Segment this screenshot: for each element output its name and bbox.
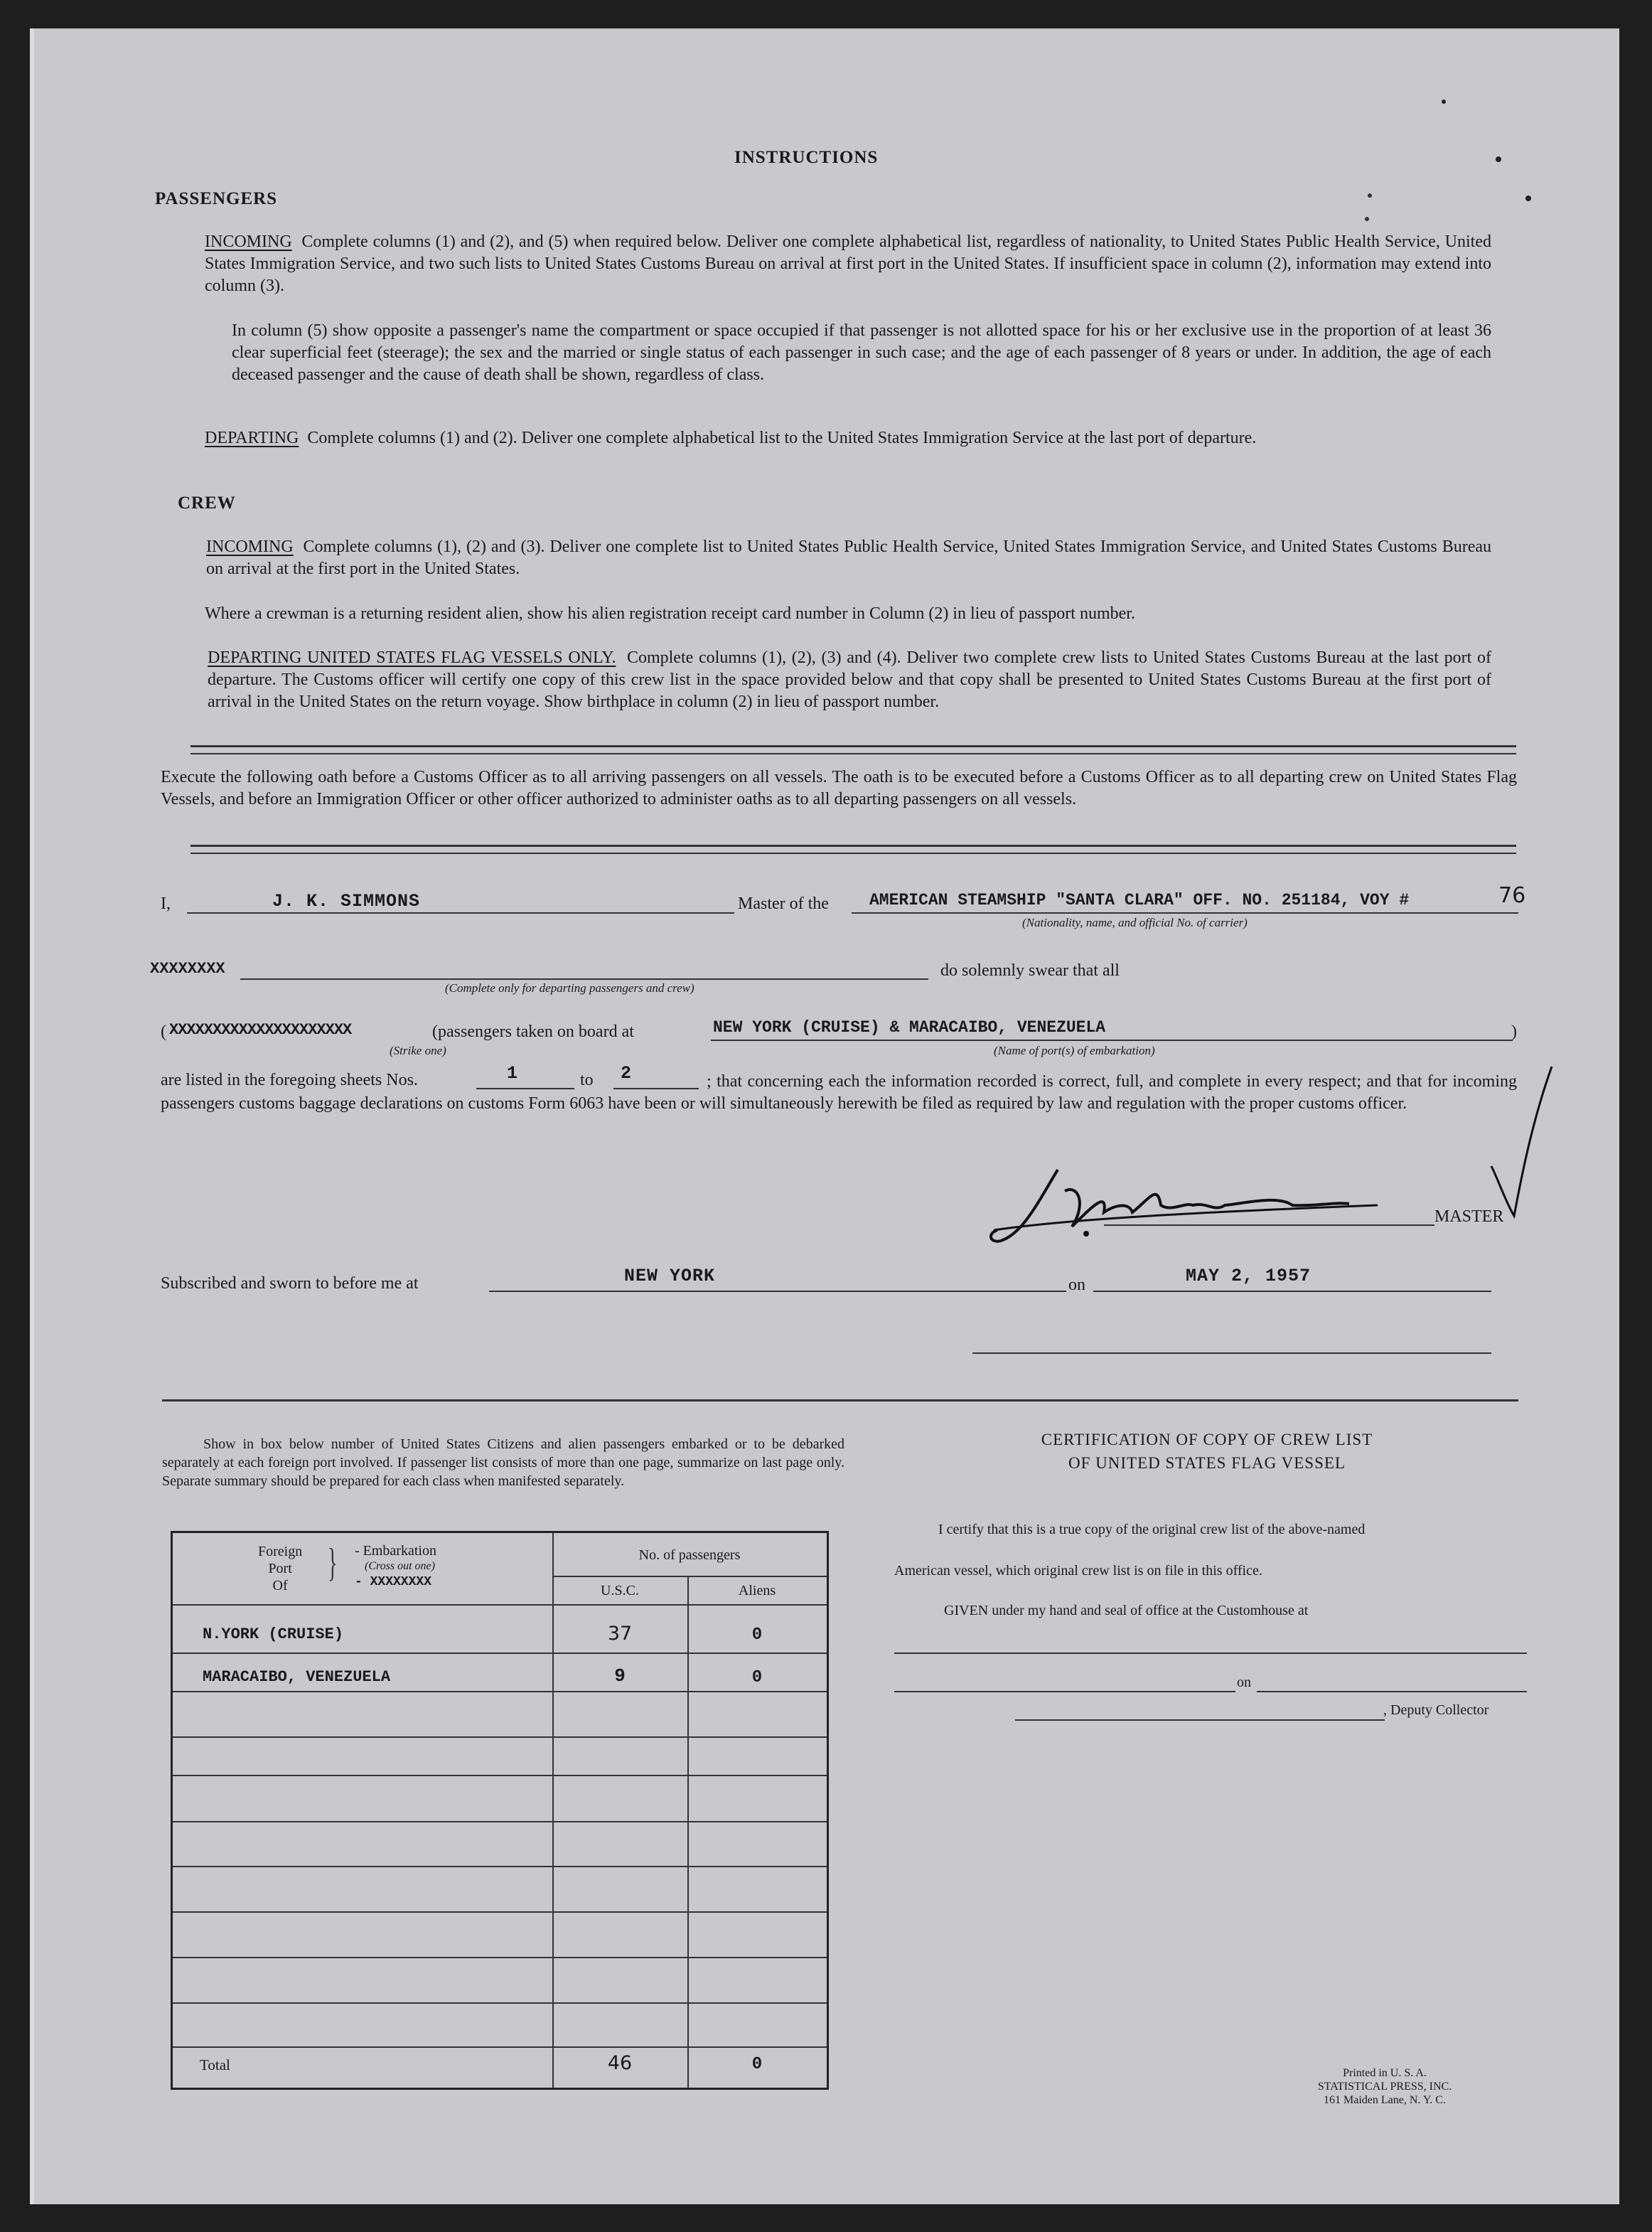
certification-title-line2: OF UNITED STATES FLAG VESSEL <box>1068 1454 1346 1472</box>
crew-heading: CREW <box>178 493 236 513</box>
printer-info <box>1299 2066 1470 2107</box>
no-of-passengers-label: No. of passengers <box>638 1547 741 1563</box>
section-divider <box>191 845 1516 854</box>
deputy-label: , Deputy Collector <box>1383 1702 1489 1718</box>
master-name-line <box>187 912 734 914</box>
stray-mark <box>1365 217 1369 221</box>
certify-text: I certify that this is a true copy of the original crew list of the above-named <box>938 1522 1366 1537</box>
table-row-port: N.YORK (CRUISE) <box>203 1625 344 1643</box>
of-label: Of <box>272 1578 288 1593</box>
crew-incoming-paragraph <box>206 536 1491 580</box>
certify-date-line <box>1257 1691 1527 1692</box>
row-line <box>173 1957 827 1958</box>
stray-mark <box>1496 156 1501 162</box>
table-row-aliens: 0 <box>751 1625 763 1645</box>
taken-text: (passengers taken on board at <box>432 1022 634 1041</box>
passengers-heading: PASSENGERS <box>155 189 278 208</box>
foreign-label: Foreign <box>258 1544 303 1559</box>
section-divider <box>191 745 1516 754</box>
embark-line <box>711 1040 1513 1041</box>
customhouse-line <box>894 1652 1527 1654</box>
debarkation-struck: - XXXXXXXX <box>355 1575 432 1589</box>
summary-box <box>171 1531 829 2090</box>
foreign-port-of-label <box>258 1543 302 1594</box>
table-row-aliens: 0 <box>751 1668 763 1687</box>
row-line <box>173 2046 827 2048</box>
i-label: I, <box>161 895 171 913</box>
departing-passengers-paragraph <box>205 427 1491 449</box>
column5-paragraph: In column (5) show opposite a passenger's name the compartment or space occupied if that passenger is not allotted space for his or her exclusive use in the proportion of at least 36 clear superficial feet (steerage); the sex and the married or single status of each passenger in such case; and the age of each passenger of 8 years or under. In addition, the age of each deceased passenger and the cause of death shall be shown, regardless of class. <box>232 321 1491 384</box>
row-line <box>173 1911 827 1913</box>
vessel-name: AMERICAN STEAMSHIP "SANTA CLARA" OFF. NO. 251184, VOY # <box>869 891 1410 909</box>
row-line <box>173 1691 827 1692</box>
total-aliens: 0 <box>751 2055 763 2074</box>
incoming-label: INCOMING <box>205 233 292 251</box>
row-line <box>173 1821 827 1822</box>
crewman-paragraph: Where a crewman is a returning resident alien, show his alien registration receipt card number in Column (2) in lieu of passport number. <box>205 604 1135 623</box>
embarkation-label: - Embarkation <box>355 1543 436 1559</box>
total-label: Total <box>200 2056 230 2073</box>
sworn-date: MAY 2, 1957 <box>1186 1266 1312 1286</box>
row-line <box>173 1736 827 1738</box>
embark-debark-labels <box>355 1543 436 1590</box>
incoming-text: Complete columns (1) and (2), and (5) when required below. Deliver one complete alphabetical list, regardless of nationality, to United States Public Health Service, United States Immigration Service, and two such lists to United States Customs Bureau on arrival at first port in the United States. If insufficient space in column (2), information may extend into column (3). <box>205 233 1491 295</box>
listed-text-b: ; that concerning each the information recorded is correct, full, and complete in every respect; and that for incoming passengers customs baggage declarations on customs Form 6063 have been or will simultaneously herewith be filed as required by law and regulation with the proper customs officer. <box>161 1072 1517 1113</box>
master-signature <box>980 1163 1434 1248</box>
embark-port: NEW YORK (CRUISE) & MARACAIBO, VENEZUELA <box>713 1018 1106 1037</box>
embark-caption: (Name of port(s) of embarkation) <box>994 1044 1155 1057</box>
vessel-caption: (Nationality, name, and official No. of carrier) <box>1022 916 1248 929</box>
master-name: J. K. SIMMONS <box>272 891 421 912</box>
header-bottom-line <box>173 1604 827 1606</box>
subscribed-label: Subscribed and sworn to before me at <box>161 1274 419 1293</box>
certify-place-line <box>894 1691 1235 1692</box>
row-line <box>173 1866 827 1867</box>
table-row-port: MARACAIBO, VENEZUELA <box>203 1668 391 1686</box>
oath-intro: Execute the following oath before a Customs Officer as to all arriving passengers on all vessels. The oath is to be executed before a Customs Officer as to all departing crew on United States Flag Vessels, and before an Immigration Officer or other officer authorized to administer oaths as to all departing passengers on all vessels. <box>161 768 1517 808</box>
struck-caption: (Complete only for departing passengers and crew) <box>445 981 694 995</box>
listed-text-a: are listed in the foregoing sheets Nos. <box>161 1071 418 1089</box>
struck-class: XXXXXXXXXXXXXXXXXXXXX <box>169 1021 352 1039</box>
swear-text: do solemnly swear that all <box>940 961 1120 980</box>
certification-title-line1: CERTIFICATION OF COPY OF CREW LIST <box>1041 1431 1373 1448</box>
printer-line3: 161 Maiden Lane, N. Y. C. <box>1324 2094 1446 2106</box>
row-line <box>173 1652 827 1654</box>
summary-note: Show in box below number of United States Citizens and alien passengers embarked or to be debarked separately at each foreign port involved. If passenger list consists of more than one page, summarize on last page only. Separate summary should be prepared for each class when manifested separately. <box>162 1436 844 1489</box>
total-usc: 46 <box>607 2052 633 2074</box>
departing-label: DEPARTING <box>205 429 299 447</box>
sworn-date-line <box>1093 1291 1491 1292</box>
master-signature-line <box>1104 1224 1434 1226</box>
certify-on-label: on <box>1237 1675 1251 1690</box>
row-line <box>173 1775 827 1776</box>
section-divider <box>162 1399 1518 1401</box>
voyage-number: 76 <box>1498 883 1526 908</box>
stray-mark <box>1368 193 1372 198</box>
aliens-label: Aliens <box>738 1583 776 1598</box>
header-divider <box>552 1576 827 1577</box>
printer-line2: STATISTICAL PRESS, INC. <box>1317 2081 1452 2093</box>
table-row-usc: 37 <box>607 1623 633 1645</box>
col-divider <box>552 1533 554 2088</box>
flag-vessels-label: DEPARTING UNITED STATES FLAG VESSELS ONLY. <box>208 648 616 667</box>
master-label: MASTER <box>1434 1207 1504 1226</box>
printer-line1: Printed in U. S. A. <box>1343 2067 1427 2079</box>
struck-text: XXXXXXXX <box>150 960 225 978</box>
close-paren: ) <box>1511 1022 1517 1041</box>
port-label: Port <box>268 1561 292 1576</box>
stray-mark <box>1442 100 1446 104</box>
vessel-line <box>852 912 1518 914</box>
open-paren: ( <box>161 1022 166 1041</box>
sheet-from: 1 <box>507 1063 519 1084</box>
usc-label: U.S.C. <box>601 1583 639 1598</box>
given-text: GIVEN under my hand and seal of office at the Customhouse at <box>944 1603 1309 1618</box>
table-row-usc: 9 <box>614 1665 626 1687</box>
on-label: on <box>1068 1276 1085 1294</box>
certify-text2: American vessel, which original crew list is on file in this office. <box>894 1563 1262 1579</box>
stray-mark <box>1525 196 1531 201</box>
crew-incoming-text: Complete columns (1), (2) and (3). Deliver one complete list to United States Public Health Service, United States Immigration Service, and United States Customs Bureau on arrival at the first port in the United States. <box>206 538 1491 578</box>
master-of-label: Master of the <box>738 895 829 913</box>
certification-title <box>887 1428 1527 1475</box>
cross-out-label: (Cross out one) <box>365 1560 435 1572</box>
row-line <box>173 2002 827 2004</box>
sworn-place-line <box>489 1291 1066 1292</box>
flag-vessels-paragraph <box>208 647 1491 713</box>
strike-caption: (Strike one) <box>390 1044 446 1057</box>
departing-text: Complete columns (1) and (2). Deliver one complete alphabetical list to the United States Immigration Service at the last port of departure. <box>307 429 1257 447</box>
document-page <box>30 28 1619 2204</box>
struck-line <box>240 978 928 980</box>
crew-incoming-label: INCOMING <box>206 538 294 556</box>
sworn-place: NEW YORK <box>624 1266 716 1286</box>
to-label: to <box>580 1071 594 1089</box>
officer-signature-line <box>972 1352 1491 1354</box>
incoming-passengers-paragraph <box>205 231 1491 297</box>
brace: } <box>328 1541 338 1585</box>
instructions-title: INSTRUCTIONS <box>734 148 879 167</box>
check-mark-icon <box>1484 1059 1555 1223</box>
flag-vessels-text: Complete columns (1), (2), (3) and (4). Deliver two complete crew lists to United States Customs Bureau at the last port of departure. The Customs officer will certify one copy of this crew list in the space provided below and that copy shall be presented to United States Customs Bureau at the first port of arrival in the United States on the return voyage. Show birthplace in column (2) in lieu of passport number. <box>208 648 1491 711</box>
deputy-signature-line <box>1015 1719 1385 1721</box>
sheet-to: 2 <box>621 1063 633 1084</box>
